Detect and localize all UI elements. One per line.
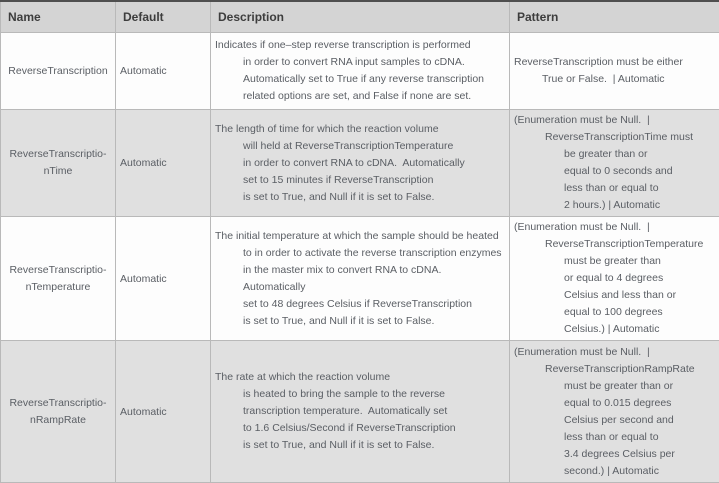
option-pattern: (Enumeration must be Null. | ReverseTranscriptionTemperature must be greater than or equal to 4 degrees Celsius and less than or equal to 100 degrees Celsius.) | Automatic — [514, 221, 704, 335]
table-row — [1, 110, 719, 217]
option-description: The length of time for which the reaction volume will held at ReverseTranscriptionTemperature in order to convert RNA to cDNA. Automatically set to 15 minutes if ReverseTranscription is set to True, and Null if it is set to False. — [215, 122, 465, 203]
column-header-description: Description — [211, 1, 510, 33]
option-description: Indicates if one–step reverse transcription is performed in order to convert RNA input samples to cDNA. Automatically set to True if any reverse transcription related options are set, and False if none are set. — [215, 39, 485, 102]
option-default-cell: Automatic — [116, 33, 211, 110]
header-row — [1, 1, 719, 33]
option-description: The initial temperature at which the sample should be heated to in order to activate the reverse transcription enzymes in the master mix to convert RNA to cDNA. Automatically set to 48 degrees Celsius if ReverseTranscription is set to True, and Null if it is set to False. — [215, 229, 502, 327]
option-name-cell — [1, 110, 116, 217]
table-body — [1, 33, 719, 483]
option-default-cell: Automatic — [116, 110, 211, 217]
option-name-cell — [1, 217, 116, 341]
option-name-cell — [1, 33, 116, 110]
option-pattern-cell — [510, 33, 719, 110]
table-row — [1, 341, 719, 483]
option-default-cell: Automatic — [116, 217, 211, 341]
option-pattern-cell — [510, 341, 719, 483]
option-name-cell — [1, 341, 116, 483]
option-description-cell — [211, 217, 510, 341]
option-description-cell — [211, 341, 510, 483]
option-pattern-cell — [510, 110, 719, 217]
table-row — [1, 33, 719, 110]
column-header-pattern: Pattern — [510, 1, 719, 33]
option-description-cell — [211, 33, 510, 110]
option-description-cell — [211, 110, 510, 217]
option-description: The rate at which the reaction volume is heated to bring the sample to the reverse transcription temperature. Automatically set to 1.6 Celsius/Second if ReverseTranscription is set to True, and Null if it is set to False. — [215, 371, 456, 451]
option-pattern: (Enumeration must be Null. | ReverseTranscriptionTime must be greater than or equal to 0 seconds and less than or equal to 2 hours.) | Automatic — [514, 114, 694, 211]
option-name: ReverseTranscriptio- nTemperature — [9, 263, 107, 293]
table-header — [1, 1, 719, 33]
column-header-default: Default — [116, 1, 211, 33]
option-name: ReverseTranscriptio- nTime — [9, 148, 107, 177]
option-name: ReverseTranscriptio- nRampRate — [9, 396, 107, 426]
option-default-cell: Automatic — [116, 341, 211, 483]
option-name: ReverseTranscription — [8, 64, 108, 77]
option-pattern-cell — [510, 217, 719, 341]
option-pattern: (Enumeration must be Null. | ReverseTranscriptionRampRate must be greater than or equal to 0.015 degrees Celsius per second and less than or equal to 3.4 degrees Celsius per second.) | Automatic — [514, 345, 695, 477]
table-row — [1, 217, 719, 341]
option-pattern: ReverseTranscription must be either True or False. | Automatic — [514, 56, 683, 85]
column-header-name: Name — [1, 1, 116, 33]
